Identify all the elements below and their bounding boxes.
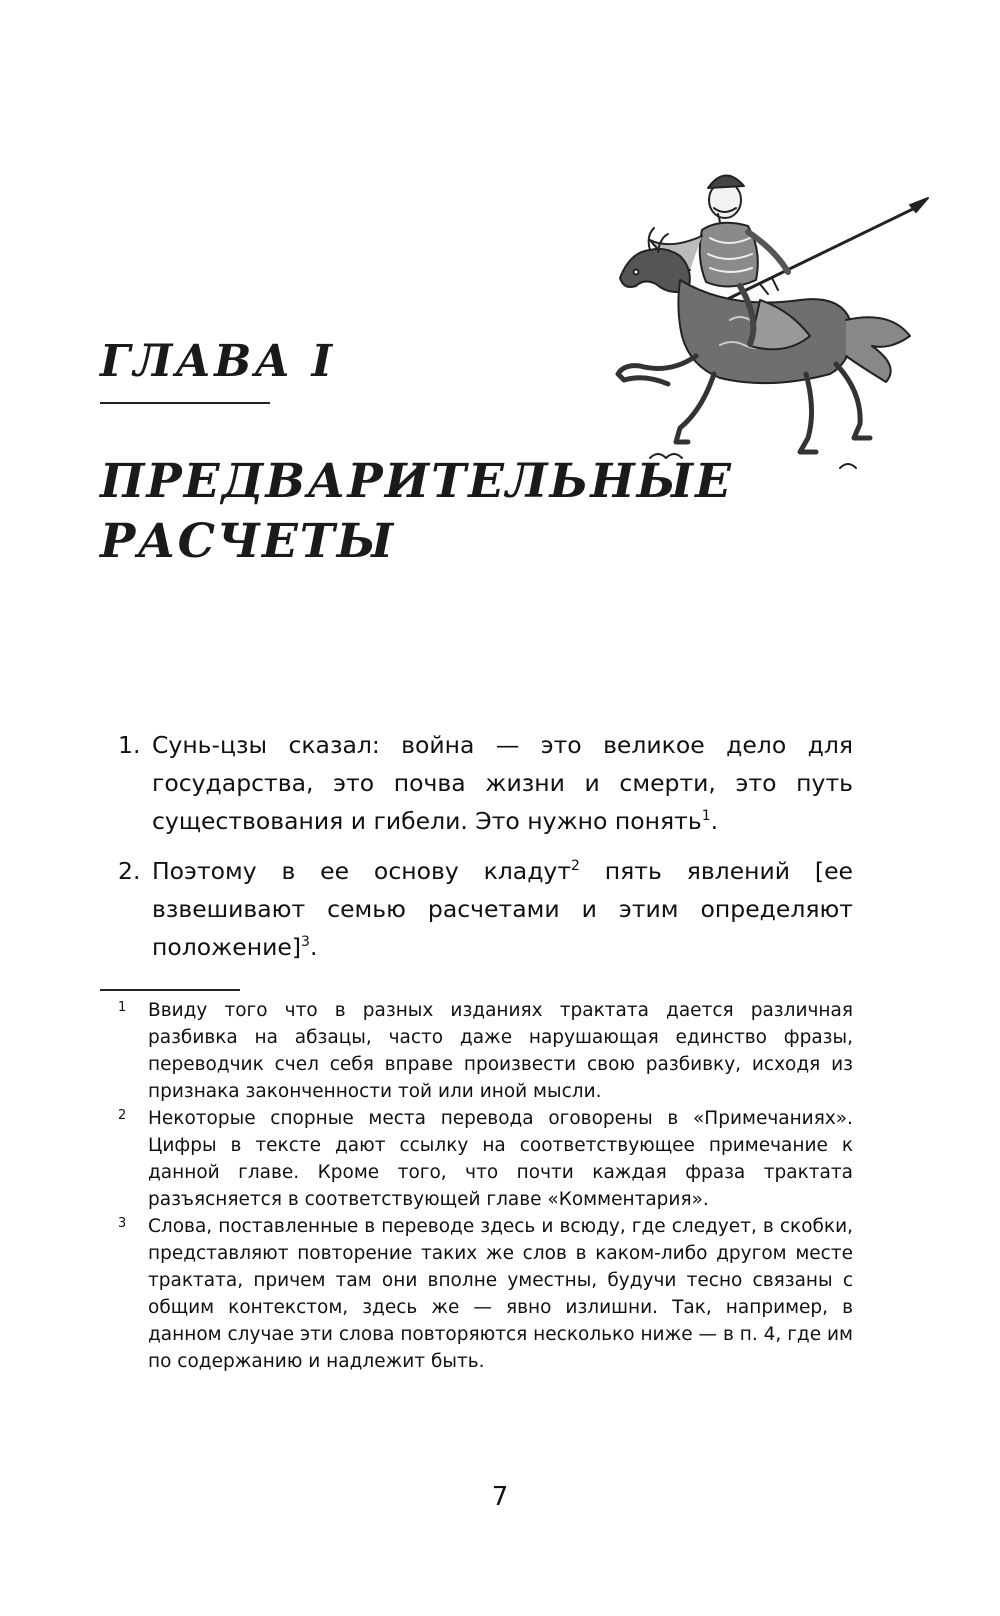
footnote xyxy=(118,1213,853,1375)
paragraph-number: 1. xyxy=(118,731,141,759)
footnote-reference[interactable]: 1 xyxy=(701,808,711,825)
footnote-mark: 2 xyxy=(118,1108,127,1123)
paragraph-text xyxy=(152,726,853,840)
chapter-label: ГЛАВА I xyxy=(100,336,336,387)
chapter-rule xyxy=(100,402,270,404)
page-number: 7 xyxy=(491,1482,509,1512)
footnote-text: Некоторые спорные места перевода оговорены в «Примечаниях». Цифры в тексте дают ссылку на соответствующее примечание к данной главе. Кроме того, что почти каждая фраза трактата разъясняется в соответствующей главе «Комментария». xyxy=(148,1108,853,1210)
paragraph-tail: . xyxy=(309,933,318,961)
footnote-mark: 3 xyxy=(118,1216,127,1231)
paragraph-body: Поэтому в ее основу кладут xyxy=(152,857,572,885)
footnotes xyxy=(118,997,853,1375)
paragraph-number: 2. xyxy=(118,857,141,885)
footnote-reference[interactable]: 3 xyxy=(301,934,310,951)
paragraph-body: пять явлений [ее взвешивают семью расчетами и этим определяют положение] xyxy=(152,857,853,961)
footnote-reference[interactable]: 2 xyxy=(571,858,580,875)
paragraph-tail: . xyxy=(710,807,719,835)
footnote-text: Ввиду того что в разных изданиях трактата дается различная разбивка на абзацы, часто даже нарушающая единство фразы, переводчик счел себя вправе произвести свою разбивку, исходя из признака законченности той или иной мысли. xyxy=(148,1000,853,1102)
main-text xyxy=(118,726,853,978)
footnote xyxy=(118,997,853,1105)
footnote-rule xyxy=(100,989,240,991)
footnote-text: Слова, поставленные в переводе здесь и всюду, где следует, в скобки, представляют повторение таких же слов в каком-либо другом месте трактата, причем там они вполне уместны, будучи тесно связаны с общим контекстом, здесь же — явно излишни. Так, например, в данном случае эти слова повторяются несколько ниже — в п. 4, где им по содержанию и надлежит быть. xyxy=(148,1216,853,1372)
paragraph-body: Сунь-цзы сказал: война — это великое дело для государства, это почва жизни и смерти, это путь существования и гибели. Это нужно понять xyxy=(152,731,853,835)
mounted-warrior-with-spear-icon xyxy=(610,160,970,490)
paragraph-text xyxy=(152,852,853,966)
footnote xyxy=(118,1105,853,1213)
chapter-title: ПРЕДВАРИТЕЛЬНЫЕ РАСЧЕТЫ xyxy=(100,454,733,569)
footnote-mark: 1 xyxy=(118,1000,127,1015)
paragraph xyxy=(118,852,853,966)
paragraph xyxy=(118,726,853,840)
